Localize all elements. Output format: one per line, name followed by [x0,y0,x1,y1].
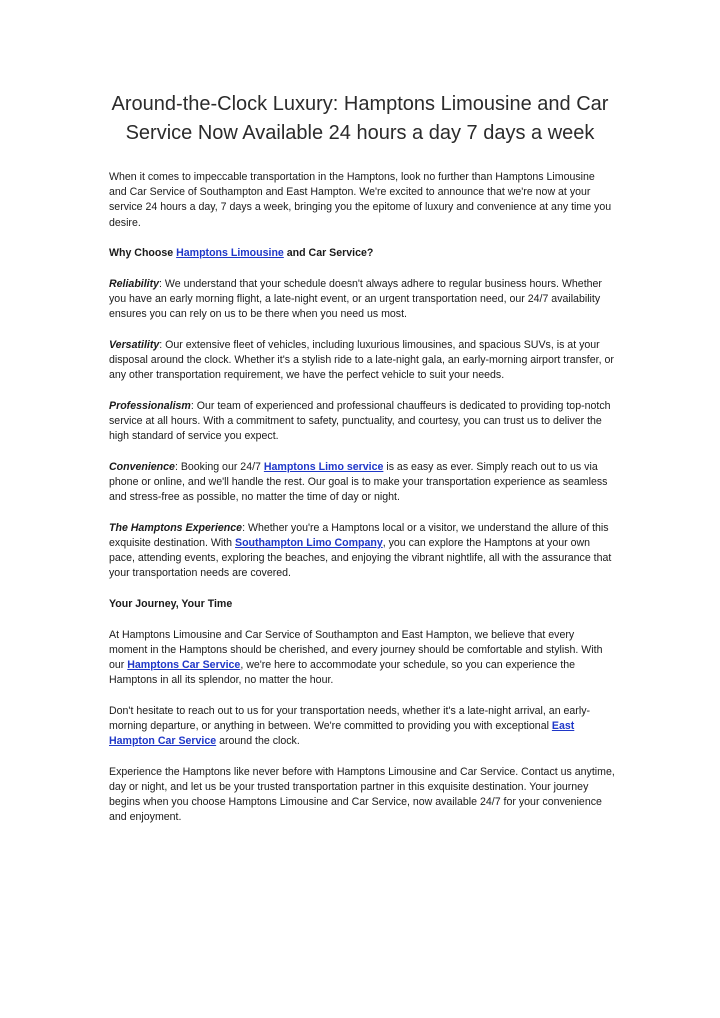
intro-paragraph: When it comes to impeccable transportation in the Hamptons, look no further than Hamptons Limousine and Car Service of Southampton and East Hampton. We're excited to announce that we're now at your service 24 hours a day, 7 days a week, bringing you the epitome of luxury and convenience at any time you desire. [109,171,612,229]
southampton-limo-company-link[interactable]: Southampton Limo Company [235,537,383,549]
journey-heading-text: Your Journey, Your Time [109,598,233,610]
journey-text-before: At Hamptons Limousine and Car Service of Southampton and East Hampton, we believe that every moment in the Hamptons should be cherished, and every journey should be comfortable and stylish. With our [109,628,603,671]
east-hampton-car-service-link[interactable]: East Hampton Car Service [109,720,575,748]
hesitate-text-after: around the clock. [216,735,300,748]
journey-paragraph [109,628,615,689]
why-heading-before: Why Choose [109,247,177,260]
professionalism-paragraph [109,399,615,445]
reliability-lead: Reliability [109,277,160,290]
professionalism-lead: Professionalism [109,399,191,412]
page-title: Around-the-Clock Luxury: Hamptons Limousine and Car Service Now Available 24 hours a day 7 days a week [111,93,609,144]
versatility-paragraph [109,338,615,384]
hamptons-limousine-link[interactable]: Hamptons Limousine [176,247,284,260]
why-heading-after: and Car Service? [283,247,374,260]
versatility-lead: Versatility [109,338,160,351]
hamptons-car-service-link[interactable]: Hamptons Car Service [127,659,241,671]
experience-text-after: , you can explore the Hamptons at your own pace, attending events, exploring the beaches, and enjoying the vibrant nightlife, all with the assurance that your transportation needs are covered. [109,537,612,580]
hesitate-text-before: Don't hesitate to reach out to us for your transportation needs, whether it's a late-night arrival, an early-morning departure, or anything in between. We're committed to providing you with exceptional [109,704,591,732]
experience-text-before: : Whether you're a Hamptons local or a visitor, we understand the allure of this exquisite destination. With [109,521,609,549]
article-body [109,170,615,841]
convenience-text-before: : Booking our 24/7 [174,460,264,473]
closing-paragraph: Experience the Hamptons like never before with Hamptons Limousine and Car Service. Contact us anytime, day or night, and let us be your trusted transportation partner in this exquisite destination. Your journey begins when you choose Hamptons Limousine and Car Service, now available 24/7 for your convenience and enjoyment. [109,765,615,824]
professionalism-text: : Our team of experienced and professional chauffeurs is dedicated to providing top-notch service at all hours. With a commitment to safety, punctuality, and courtesy, you can trust us to deliver the high standard of service you expect. [109,399,611,443]
journey-text-after: , we're here to accommodate your schedule, so you can experience the Hamptons in all its splendor, no matter the hour. [109,659,576,687]
convenience-text-after: is as easy as ever. Simply reach out to us via phone or online, and we'll handle the rest. Our goal is to make your transportation experience as seamless and stress-free as possible, no matter the time of day or night. [109,460,608,504]
why-choose-heading [109,246,615,261]
reliability-text: : We understand that your schedule doesn't always adhere to regular business hours. Whether you have an early morning flight, a late-night event, or an urgent transportation need, our 24/7 availability ensures you can rely on us to be there when you need us most. [109,277,602,321]
experience-paragraph [109,521,615,582]
versatility-text: : Our extensive fleet of vehicles, including luxurious limousines, and spacious SUVs, is at your disposal around the clock. Whether it's a stylish ride to a late-night gala, an early-morning airport transfer, or any other transportation requirement, we have the perfect vehicle to suit your needs. [109,338,614,382]
experience-lead: The Hamptons Experience [109,521,243,534]
hesitate-paragraph [109,704,615,750]
journey-heading [109,597,615,612]
hamptons-limo-service-link[interactable]: Hamptons Limo service [263,460,384,473]
reliability-paragraph [109,277,615,323]
convenience-lead: Convenience [109,460,175,473]
convenience-paragraph [109,460,615,506]
